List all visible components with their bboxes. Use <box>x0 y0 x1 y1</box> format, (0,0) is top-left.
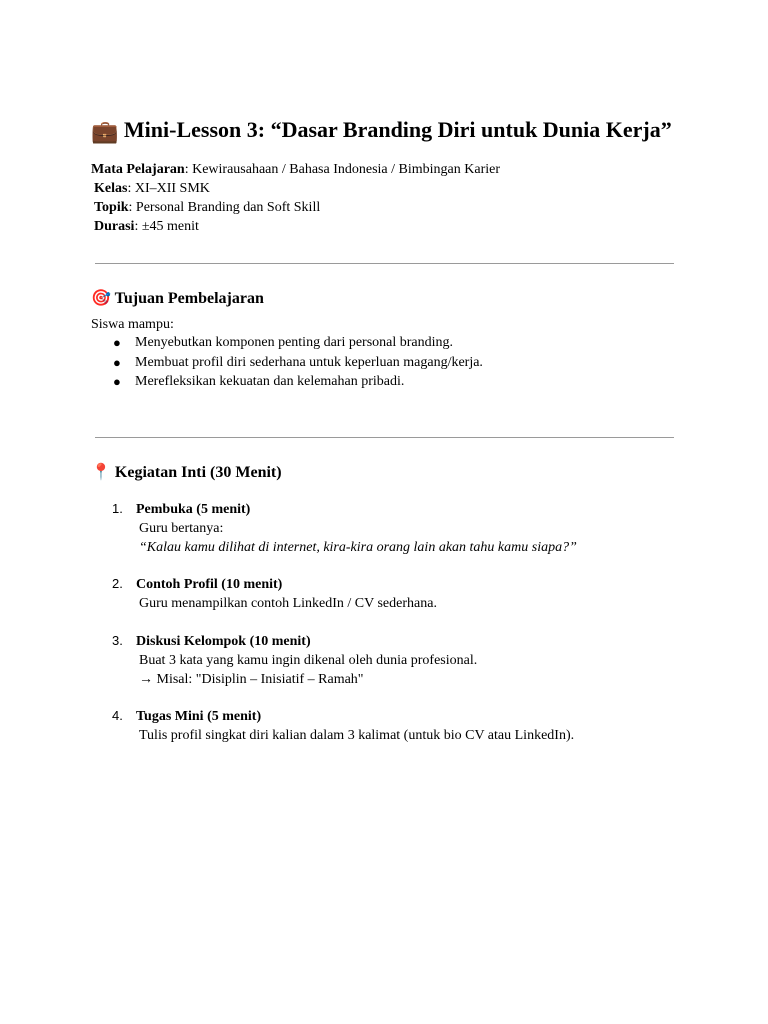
activity-head <box>112 574 437 594</box>
activity-head <box>112 706 574 726</box>
lesson-meta <box>91 160 500 236</box>
title-text: Mini-Lesson 3: “Dasar Branding Diri untuk Dunia Kerja” <box>123 117 672 142</box>
meta-value: : XI–XII SMK <box>127 181 210 196</box>
pin-icon: 📍 <box>91 464 111 482</box>
activity-1 <box>112 499 577 557</box>
activity-head <box>112 631 477 651</box>
list-item <box>91 353 483 373</box>
activity-example: → Misal: "Disiplin – Inisiatif – Ramah" <box>139 672 364 687</box>
meta-label: Durasi <box>94 219 135 234</box>
list-item-text: Membuat profil diri sederhana untuk keperluan magang/kerja. <box>135 354 483 370</box>
objectives-heading-text: Tujuan Pembelajaran <box>114 290 264 307</box>
bullet-icon: ● <box>113 335 121 350</box>
activity-label: Contoh Profil (10 menit) <box>136 577 283 592</box>
objectives-list <box>91 333 483 392</box>
meta-label: Mata Pelajaran <box>91 162 185 177</box>
activity-text: Tulis profil singkat diri kalian dalam 3 kalimat (untuk bio CV atau LinkedIn). <box>139 728 575 743</box>
bullet-icon: ● <box>113 374 121 389</box>
meta-class <box>91 179 500 198</box>
target-icon: 🎯 <box>91 290 111 308</box>
briefcase-icon: 💼 <box>91 118 119 144</box>
meta-value: : ±45 menit <box>134 219 199 234</box>
objectives-intro: Siswa mampu: <box>91 317 174 332</box>
meta-topic <box>91 198 500 217</box>
list-item <box>91 333 483 353</box>
activity-number: 1. <box>112 501 123 516</box>
activity-text: Guru bertanya: <box>139 521 224 536</box>
list-item-text: Merefleksikan kekuatan dan kelemahan pribadi. <box>135 374 405 389</box>
activity-3 <box>112 631 477 689</box>
activity-label: Pembuka (5 menit) <box>136 502 251 517</box>
activity-text: Buat 3 kata yang kamu ingin dikenal oleh dunia profesional. <box>139 653 478 668</box>
divider-2 <box>95 437 674 438</box>
meta-value: : Kewirausahaan / Bahasa Indonesia / Bimbingan Karier <box>184 162 500 177</box>
document-title <box>91 115 672 147</box>
meta-duration <box>91 217 500 236</box>
activity-2 <box>112 574 437 613</box>
meta-label: Kelas <box>94 181 128 196</box>
activity-quote: “Kalau kamu dilihat di internet, kira-kira orang lain akan tahu kamu siapa?” <box>139 540 577 555</box>
activity-label: Tugas Mini (5 menit) <box>136 709 262 724</box>
activities-heading <box>91 462 282 484</box>
divider-1 <box>95 263 674 264</box>
meta-value: : Personal Branding dan Soft Skill <box>128 200 321 215</box>
activities-heading-text: Kegiatan Inti (30 Menit) <box>114 464 282 481</box>
activity-label: Diskusi Kelompok (10 menit) <box>136 634 311 649</box>
list-item-text: Menyebutkan komponen penting dari personal branding. <box>135 335 454 350</box>
meta-subject <box>91 160 500 179</box>
activity-text: Guru menampilkan contoh LinkedIn / CV sederhana. <box>139 596 437 611</box>
bullet-icon: ● <box>113 354 121 370</box>
activity-number: 2. <box>112 576 123 591</box>
activity-number: 4. <box>112 708 123 723</box>
activity-4 <box>112 706 574 745</box>
list-item <box>91 372 483 392</box>
meta-label: Topik <box>94 200 129 215</box>
objectives-heading <box>91 288 264 310</box>
activity-number: 3. <box>112 633 123 648</box>
activity-head <box>112 499 577 519</box>
